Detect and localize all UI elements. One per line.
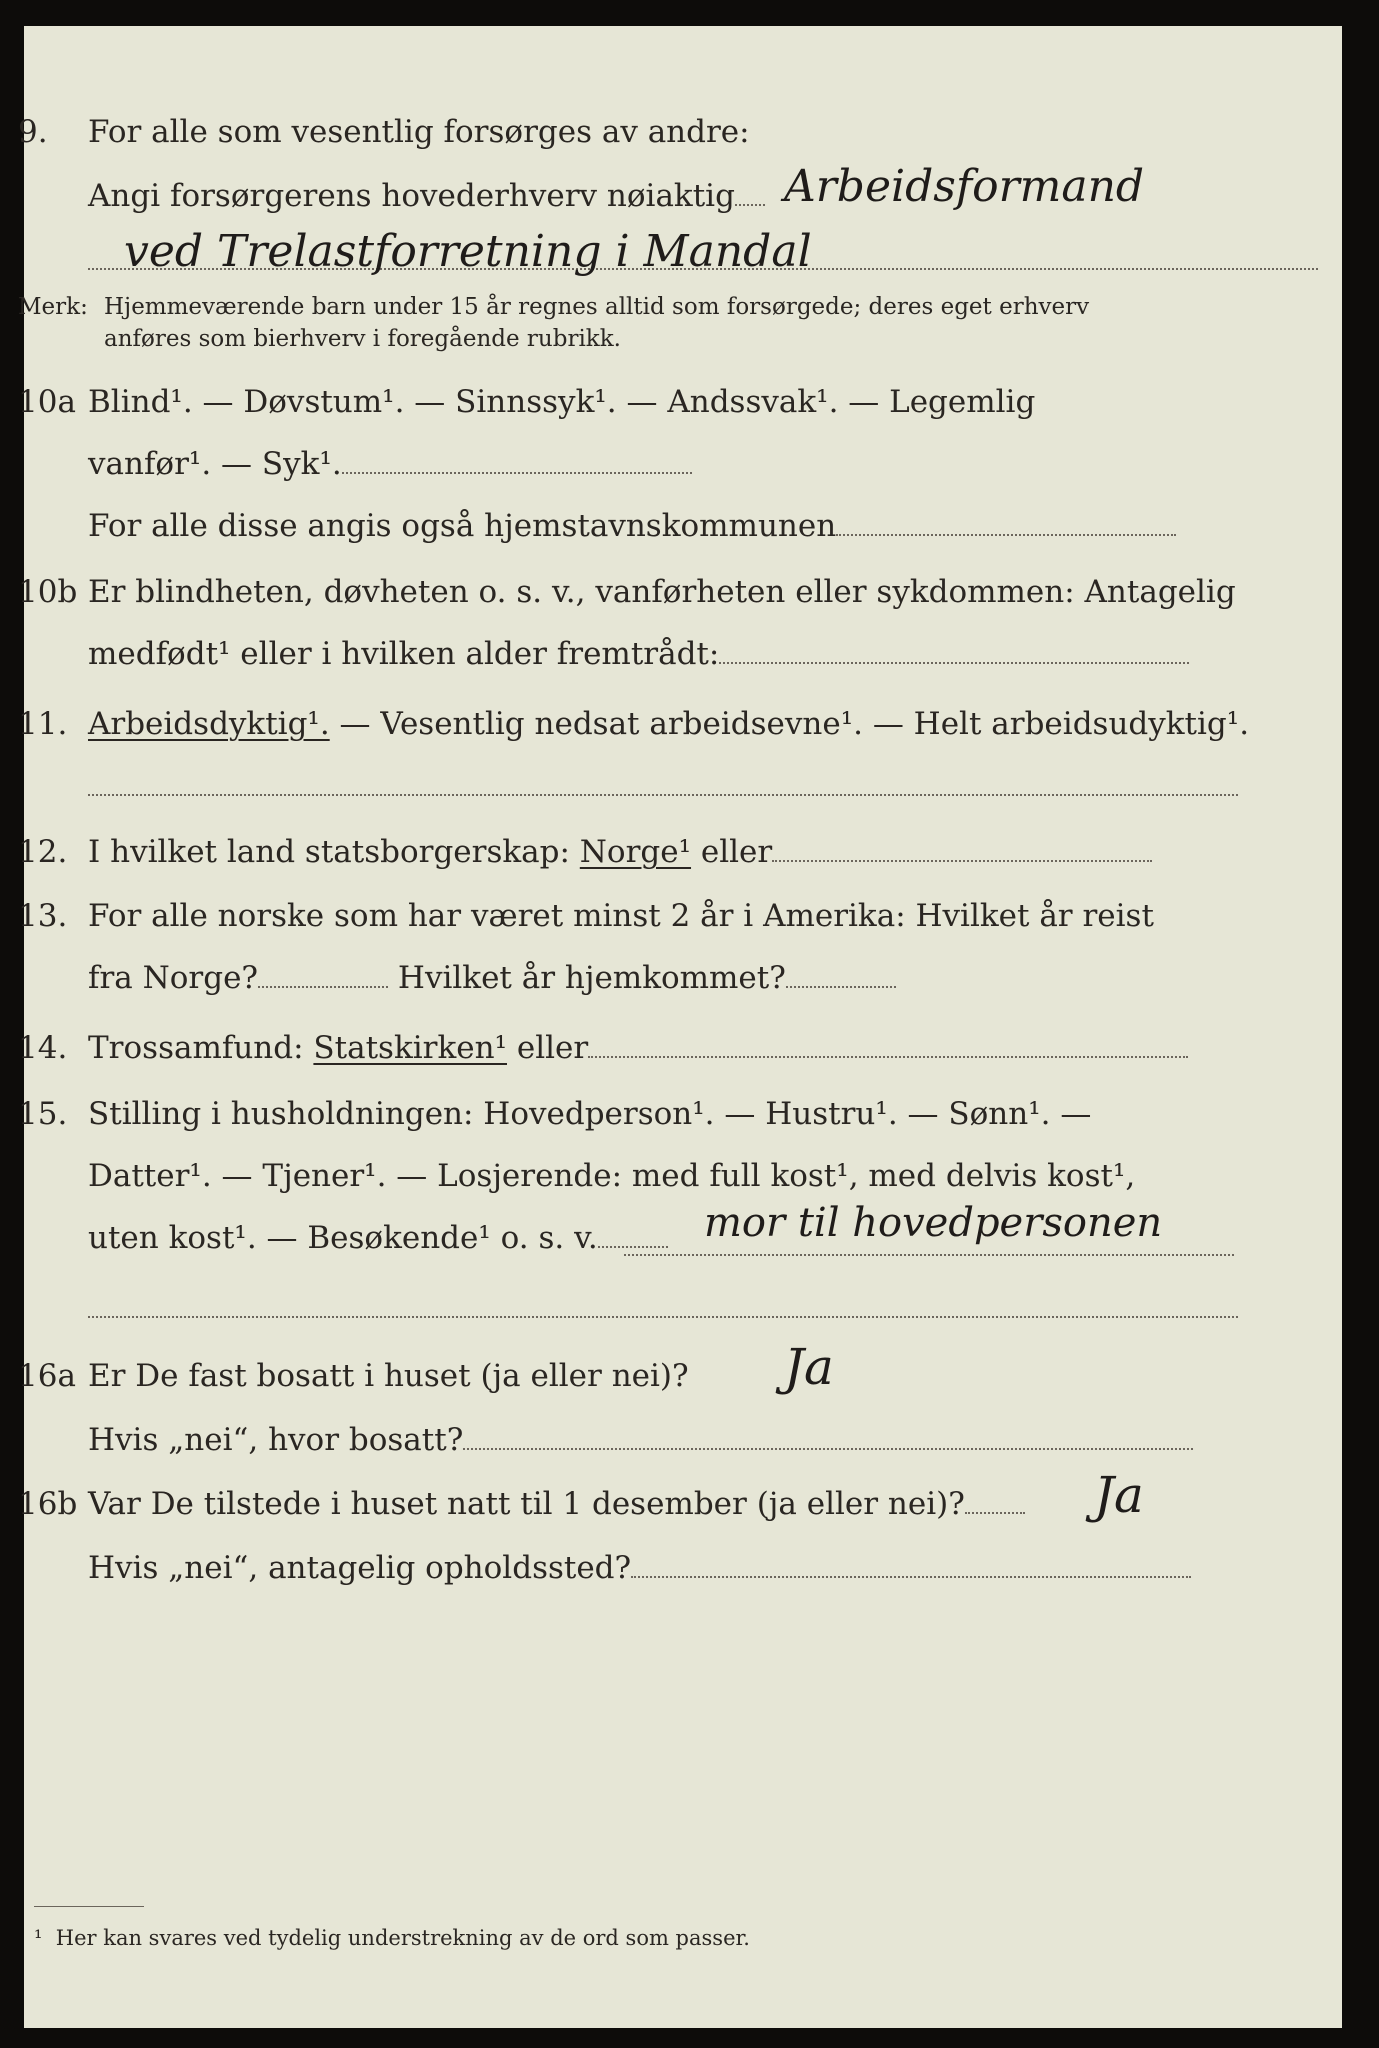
q16b-line2: Hvis „nei“, antagelig opholdssted? <box>88 1550 1191 1587</box>
footnote-rule <box>34 1906 144 1907</box>
q13-number: 13. <box>18 898 68 934</box>
q10a-number: 10a <box>18 384 76 420</box>
q10b-number: 10b <box>18 574 78 610</box>
q9-occupation-label: Angi forsørgerens hovederhverv nøiaktig <box>88 178 765 215</box>
q16a-number: 16a <box>18 1358 76 1394</box>
q10b-line1: Er blindheten, døvheten o. s. v., vanførheten eller sykdommen: Antagelig <box>88 574 1236 610</box>
merk-line2: anføres som bierhverv i foregående rubrikk. <box>104 326 621 352</box>
q14-number: 14. <box>18 1030 68 1066</box>
q11-line: Arbeidsdyktig¹. — Vesentlig nedsat arbeidsevne¹. — Helt arbeidsudyktig¹. <box>88 706 1250 742</box>
q15-line3: uten kost¹. — Besøkende¹ o. s. v. <box>88 1220 668 1257</box>
q16b-line1: Var De tilstede i huset natt til 1 desember (ja eller nei)? <box>88 1486 1025 1523</box>
q11-rule <box>88 794 1238 796</box>
q16a-line2: Hvis „nei“, hvor bosatt? <box>88 1422 1193 1459</box>
q9-answer-line2: ved Trelastforretning i Mandal <box>124 226 812 277</box>
q15-line1: Stilling i husholdningen: Hovedperson¹. — Hustru¹. — Sønn¹. — <box>88 1096 1092 1132</box>
q12-selected-option: Norge¹ <box>579 834 692 870</box>
q10a-line1: Blind¹. — Døvstum¹. — Sinnssyk¹. — Andssvak¹. — Legemlig <box>88 384 1036 420</box>
q10a-line3: For alle disse angis også hjemstavnskommunen <box>88 508 1176 545</box>
q12-line: I hvilket land statsborgerskap: Norge¹ eller <box>88 834 1152 871</box>
q15-line2: Datter¹. — Tjener¹. — Losjerende: med full kost¹, med delvis kost¹, <box>88 1158 1136 1194</box>
q15-number: 15. <box>18 1096 68 1132</box>
merk-line1: Hjemmeværende barn under 15 år regnes alltid som forsørgede; deres eget erhverv <box>104 294 1090 320</box>
q9-answer-line1: Arbeidsformand <box>784 161 1145 212</box>
q10a-line2: vanfør¹. — Syk¹. <box>88 446 692 483</box>
merk-label: Merk: <box>18 294 88 320</box>
q16b-answer: Ja <box>1094 1466 1144 1524</box>
q11-selected-option: Arbeidsdyktig¹. <box>88 706 330 742</box>
q10b-line2: medfødt¹ eller i hvilken alder fremtrådt: <box>88 636 1189 673</box>
q16b-number: 16b <box>18 1486 78 1522</box>
q15-answer: mor til hovedpersonen <box>704 1200 1163 1246</box>
q16a-line1: Er De fast bosatt i huset (ja eller nei)? <box>88 1358 689 1394</box>
q14-selected-option: Statskirken¹ <box>313 1030 507 1066</box>
q15-answer-rule <box>624 1254 1234 1256</box>
census-form-page <box>18 26 1342 2028</box>
q11-number: 11. <box>18 706 68 742</box>
q9-title: For alle som vesentlig forsørges av andre: <box>88 114 750 150</box>
q9-number: 9. <box>18 114 48 150</box>
q16a-answer: Ja <box>784 1338 834 1396</box>
q14-line: Trossamfund: Statskirken¹ eller <box>88 1030 1188 1067</box>
q13-line2: fra Norge? Hvilket år hjemkommet? <box>88 960 896 997</box>
q15-rule <box>88 1316 1238 1318</box>
q13-line1: For alle norske som har været minst 2 år i Amerika: Hvilket år reist <box>88 898 1154 934</box>
q12-number: 12. <box>18 834 68 870</box>
footnote: ¹ Her kan svares ved tydelig understrekning av de ord som passer. <box>34 1926 750 1950</box>
